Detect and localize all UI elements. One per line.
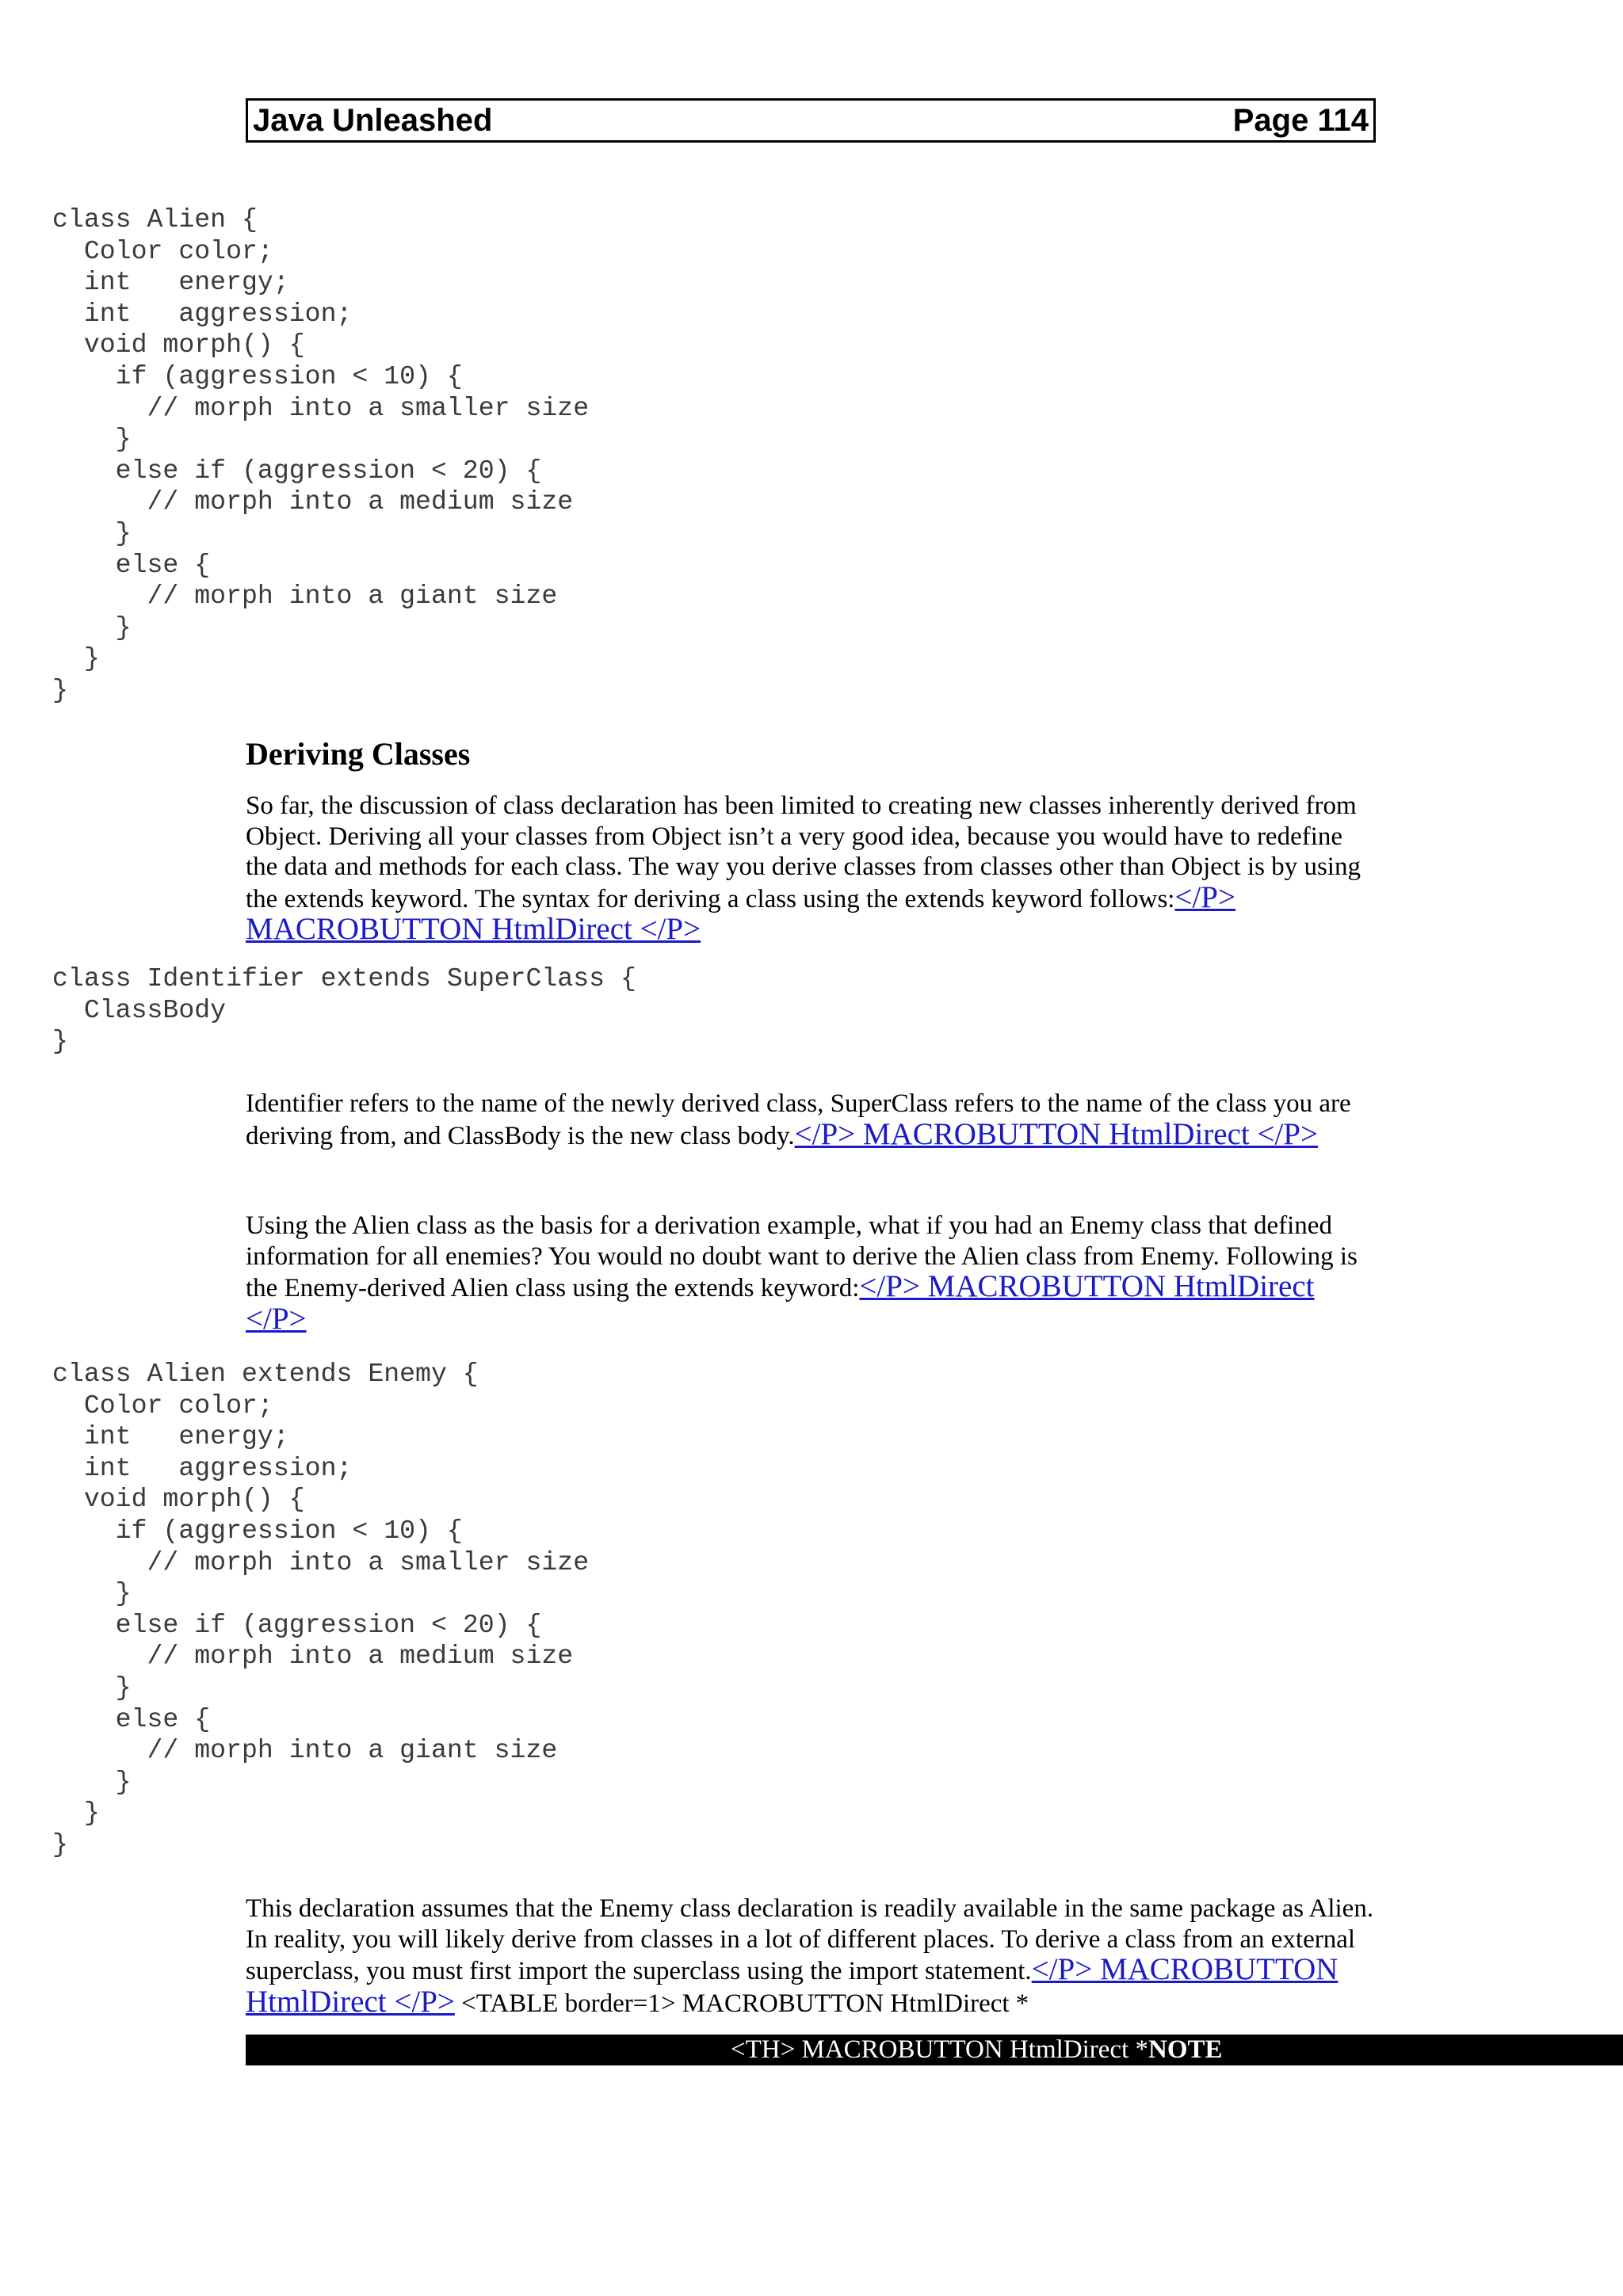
page-number: Page 114 bbox=[1232, 102, 1369, 138]
note-label: NOTE bbox=[1148, 2035, 1223, 2064]
macrobutton-link[interactable]: </P> MACROBUTTON HtmlDirect </P> bbox=[246, 879, 1235, 946]
page-header bbox=[246, 98, 1376, 143]
paragraph-text: So far, the discussion of class declaration has been limited to creating new classes inherently derived from Object. Deriving all your classes from Object isn’t a very good idea, because you would have to redefine the data and methods for each class. The way you derive classes from classes other than Object is by using the extends keyword. The syntax for deriving a class using the extends keyword follows: bbox=[246, 791, 1361, 913]
code-block-syntax: class Identifier extends SuperClass { ClassBody } bbox=[52, 963, 636, 1057]
macrobutton-link[interactable]: </P> MACROBUTTON HtmlDirect </P> bbox=[794, 1116, 1318, 1151]
paragraph-text: Identifier refers to the name of the newly derived class, SuperClass refers to the name of the class you are deriving from, and ClassBody is the new class body. bbox=[246, 1089, 1351, 1150]
book-title: Java Unleashed bbox=[253, 102, 493, 138]
macrobutton-link[interactable]: </P> MACROBUTTON HtmlDirect </P> bbox=[246, 1269, 1315, 1336]
code-block-alien: class Alien { Color color; int energy; int aggression; void morph() { if (aggression < 10) { // morph into a smaller size } else if (aggression < 20) { // morph into a medium size } else { // morph into a giant size } } } bbox=[52, 204, 590, 705]
table-markup-text: <TABLE border=1> MACROBUTTON HtmlDirect * bbox=[454, 1989, 1029, 2018]
macrobutton-link[interactable]: </P> MACROBUTTON HtmlDirect </P> bbox=[246, 1952, 1338, 2019]
code-block-alien-extends: class Alien extends Enemy { Color color; int energy; int aggression; void morph() { if (aggression < 10) { // morph into a smaller size } else if (aggression < 20) { // morph into a medium size } else { // morph into a giant size } } } bbox=[52, 1359, 590, 1859]
paragraph-text: Using the Alien class as the basis for a derivation example, what if you had an Enemy class that defined information for all enemies? You would no doubt want to derive the Alien class from Enemy. Following is the Enemy-derived Alien class using the extends keyword: bbox=[246, 1211, 1358, 1302]
paragraph-enemy bbox=[246, 1211, 1379, 1336]
note-table-header bbox=[246, 2035, 1623, 2065]
paragraph-import bbox=[246, 1894, 1379, 2019]
note-markup-text: <TH> MACROBUTTON HtmlDirect * bbox=[731, 2035, 1149, 2064]
paragraph-intro bbox=[246, 791, 1379, 947]
paragraph-identifier bbox=[246, 1089, 1379, 1151]
section-heading: Deriving Classes bbox=[246, 736, 471, 772]
paragraph-text: This declaration assumes that the Enemy class declaration is readily available in the same package as Alien. In reality, you will likely derive from classes in a lot of different places. To derive a class from an external superclass, you must first import the superclass using the import statement. bbox=[246, 1894, 1374, 1985]
